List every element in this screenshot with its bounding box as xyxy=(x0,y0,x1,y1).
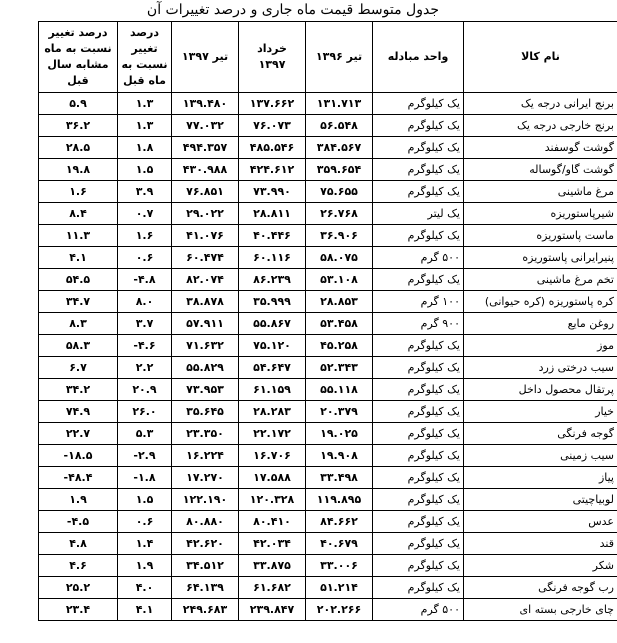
monthly-change: ۳.۹ xyxy=(118,181,172,203)
price-tir97: ۶۰.۴۷۴ xyxy=(172,247,239,269)
price-tir97: ۷۶.۸۵۱ xyxy=(172,181,239,203)
product-name: پنیرایرانی پاستوریزه xyxy=(464,247,617,269)
unit-cell: یک لیتر xyxy=(373,203,464,225)
price-khordad97: ۵۴.۶۴۷ xyxy=(239,357,306,379)
price-khordad97: ۵۵.۸۶۷ xyxy=(239,313,306,335)
price-khordad97: ۸۰.۴۱۰ xyxy=(239,511,306,533)
price-tir97: ۱۲۲.۱۹۰ xyxy=(172,489,239,511)
unit-cell: یک کیلوگرم xyxy=(373,115,464,137)
price-tir96: ۱۹.۹۰۸ xyxy=(306,445,373,467)
unit-cell: یک کیلوگرم xyxy=(373,159,464,181)
table-title: جدول متوسط قیمت ماه جاری و درصد تغییرات آن xyxy=(146,2,439,18)
unit-cell: یک کیلوگرم xyxy=(373,357,464,379)
price-tir97: ۴۹۴.۳۵۷ xyxy=(172,137,239,159)
product-name: روغن مایع xyxy=(464,313,617,335)
price-tir96: ۵۸.۰۷۵ xyxy=(306,247,373,269)
product-name: لوبیاچیتی xyxy=(464,489,617,511)
product-name: سیب درختی زرد xyxy=(464,357,617,379)
yearly-change: ۴.۶ xyxy=(39,555,118,577)
price-tir97: ۶۴.۱۳۹ xyxy=(172,577,239,599)
monthly-change: ۵.۳ xyxy=(118,423,172,445)
yearly-change: ۲۳.۴ xyxy=(39,599,118,621)
product-name: برنج ایرانی درجه یک xyxy=(464,93,617,115)
yearly-change: ۳۴.۲ xyxy=(39,379,118,401)
unit-cell: ۵۰۰ گرم xyxy=(373,247,464,269)
price-tir97: ۸۰.۸۸۰ xyxy=(172,511,239,533)
monthly-change: ۸.۰ xyxy=(118,291,172,313)
yearly-change: ۴.۸ xyxy=(39,533,118,555)
unit-cell: ۱۰۰ گرم xyxy=(373,291,464,313)
unit-cell: یک کیلوگرم xyxy=(373,577,464,599)
price-tir97: ۴۳۰.۹۸۸ xyxy=(172,159,239,181)
price-tir97: ۳۵.۶۴۵ xyxy=(172,401,239,423)
price-khordad97: ۴۲.۰۳۴ xyxy=(239,533,306,555)
unit-cell: یک کیلوگرم xyxy=(373,489,464,511)
price-tir97: ۸۲.۰۷۴ xyxy=(172,269,239,291)
monthly-change: ۱.۳ xyxy=(118,115,172,137)
product-name: خیار xyxy=(464,401,617,423)
monthly-change: -۴.۸ xyxy=(118,269,172,291)
price-tir96: ۷۵.۶۵۵ xyxy=(306,181,373,203)
product-name: چای خارجی بسته ای xyxy=(464,599,617,621)
price-tir96: ۵۱.۲۱۴ xyxy=(306,577,373,599)
yearly-change: ۳۶.۲ xyxy=(39,115,118,137)
yearly-change: -۴۸.۴ xyxy=(39,467,118,489)
table-row xyxy=(39,489,617,511)
table-row xyxy=(39,511,617,533)
price-khordad97: ۶۱.۶۸۲ xyxy=(239,577,306,599)
table-row xyxy=(39,335,617,357)
price-tir96: ۴۰.۶۷۹ xyxy=(306,533,373,555)
price-khordad97: ۱۳۷.۶۶۲ xyxy=(239,93,306,115)
table-row xyxy=(39,467,617,489)
product-name: عدس xyxy=(464,511,617,533)
yearly-change: ۴.۱ xyxy=(39,247,118,269)
unit-cell: یک کیلوگرم xyxy=(373,555,464,577)
yearly-change: ۲۲.۷ xyxy=(39,423,118,445)
table-row xyxy=(39,445,617,467)
unit-cell: ۵۰۰ گرم xyxy=(373,599,464,621)
product-name: قند xyxy=(464,533,617,555)
table-row xyxy=(39,203,617,225)
product-name: موز xyxy=(464,335,617,357)
price-khordad97: ۷۵.۱۲۰ xyxy=(239,335,306,357)
price-tir97: ۷۳.۹۵۳ xyxy=(172,379,239,401)
unit-cell: یک کیلوگرم xyxy=(373,93,464,115)
product-name: گوشت گوسفند xyxy=(464,137,617,159)
price-tir96: ۴۵.۲۵۸ xyxy=(306,335,373,357)
unit-cell: یک کیلوگرم xyxy=(373,225,464,247)
price-khordad97: ۴۰.۴۴۶ xyxy=(239,225,306,247)
monthly-change: -۲.۹ xyxy=(118,445,172,467)
price-khordad97: ۲۳۹.۸۴۷ xyxy=(239,599,306,621)
unit-cell: یک کیلوگرم xyxy=(373,423,464,445)
price-khordad97: ۷۳.۹۹۰ xyxy=(239,181,306,203)
price-tir96: ۲۰.۳۷۹ xyxy=(306,401,373,423)
monthly-change: -۴.۶ xyxy=(118,335,172,357)
price-tir97: ۴۱.۰۷۶ xyxy=(172,225,239,247)
price-tir96: ۳۸۴.۵۶۷ xyxy=(306,137,373,159)
price-khordad97: ۲۲.۱۷۲ xyxy=(239,423,306,445)
table-row xyxy=(39,181,617,203)
product-name: شیرپاستوریزه xyxy=(464,203,617,225)
table-row xyxy=(39,313,617,335)
unit-cell: یک کیلوگرم xyxy=(373,533,464,555)
price-tir96: ۲۶.۷۶۸ xyxy=(306,203,373,225)
monthly-change: ۲.۲ xyxy=(118,357,172,379)
monthly-change: ۴.۰ xyxy=(118,577,172,599)
yearly-change: ۱.۶ xyxy=(39,181,118,203)
header-unit: واحد مبادله xyxy=(373,22,464,93)
table-row xyxy=(39,401,617,423)
price-tir96: ۲۰۲.۲۶۶ xyxy=(306,599,373,621)
table-row xyxy=(39,291,617,313)
price-tir97: ۷۱.۶۳۲ xyxy=(172,335,239,357)
product-name: گوشت گاو/گوساله xyxy=(464,159,617,181)
price-khordad97: ۱۶.۷۰۶ xyxy=(239,445,306,467)
table-row xyxy=(39,137,617,159)
table-row xyxy=(39,379,617,401)
price-tir97: ۲۴۹.۶۸۳ xyxy=(172,599,239,621)
price-tir96: ۵۶.۵۴۸ xyxy=(306,115,373,137)
price-tir96: ۵۳.۱۰۸ xyxy=(306,269,373,291)
unit-cell: یک کیلوگرم xyxy=(373,445,464,467)
price-tir97: ۷۷.۰۳۲ xyxy=(172,115,239,137)
unit-cell: یک کیلوگرم xyxy=(373,401,464,423)
monthly-change: ۱.۸ xyxy=(118,137,172,159)
unit-cell: یک کیلوگرم xyxy=(373,335,464,357)
price-tir96: ۳۳.۴۹۸ xyxy=(306,467,373,489)
header-name: نام کالا xyxy=(464,22,617,93)
unit-cell: یک کیلوگرم xyxy=(373,181,464,203)
yearly-change: ۲۸.۵ xyxy=(39,137,118,159)
product-name: رب گوجه فرنگی xyxy=(464,577,617,599)
header-yearly-change: درصد تغییر نسبت به ماه مشابه سال قبل xyxy=(39,22,118,93)
monthly-change: ۱.۶ xyxy=(118,225,172,247)
price-khordad97: ۲۸.۸۱۱ xyxy=(239,203,306,225)
price-tir96: ۳۳.۰۰۶ xyxy=(306,555,373,577)
monthly-change: ۱.۵ xyxy=(118,159,172,181)
table-row xyxy=(39,577,617,599)
price-khordad97: ۱۲۰.۳۲۸ xyxy=(239,489,306,511)
product-name: مرغ ماشینی xyxy=(464,181,617,203)
yearly-change: ۵۸.۳ xyxy=(39,335,118,357)
price-tir97: ۲۳.۳۵۰ xyxy=(172,423,239,445)
monthly-change: ۱.۴ xyxy=(118,533,172,555)
yearly-change: ۱۱.۳ xyxy=(39,225,118,247)
monthly-change: ۱.۵ xyxy=(118,489,172,511)
price-tir97: ۱۷.۲۷۰ xyxy=(172,467,239,489)
unit-cell: یک کیلوگرم xyxy=(373,379,464,401)
monthly-change: -۱.۸ xyxy=(118,467,172,489)
table-body xyxy=(39,93,617,621)
header-khordad97: خرداد ۱۳۹۷ xyxy=(239,22,306,93)
monthly-change: ۳.۷ xyxy=(118,313,172,335)
unit-cell: یک کیلوگرم xyxy=(373,467,464,489)
price-khordad97: ۴۸۵.۵۴۶ xyxy=(239,137,306,159)
price-khordad97: ۲۸.۲۸۳ xyxy=(239,401,306,423)
price-khordad97: ۶۰.۱۱۶ xyxy=(239,247,306,269)
unit-cell: یک کیلوگرم xyxy=(373,269,464,291)
price-table xyxy=(38,21,617,621)
price-tir97: ۱۳۹.۴۸۰ xyxy=(172,93,239,115)
table-row xyxy=(39,357,617,379)
price-tir97: ۵۷.۹۱۱ xyxy=(172,313,239,335)
yearly-change: ۱۹.۸ xyxy=(39,159,118,181)
product-name: گوجه فرنگی xyxy=(464,423,617,445)
price-khordad97: ۳۳.۸۷۵ xyxy=(239,555,306,577)
table-row xyxy=(39,599,617,621)
price-tir96: ۱۳۱.۷۱۳ xyxy=(306,93,373,115)
price-tir97: ۲۹.۰۲۲ xyxy=(172,203,239,225)
price-khordad97: ۴۲۴.۶۱۲ xyxy=(239,159,306,181)
yearly-change: ۵۴.۵ xyxy=(39,269,118,291)
monthly-change: ۱.۳ xyxy=(118,93,172,115)
price-khordad97: ۱۷.۵۸۸ xyxy=(239,467,306,489)
yearly-change: ۸.۴ xyxy=(39,203,118,225)
price-tir97: ۳۴.۵۱۲ xyxy=(172,555,239,577)
product-name: ماست پاستوریزه xyxy=(464,225,617,247)
yearly-change: ۲۵.۲ xyxy=(39,577,118,599)
table-row xyxy=(39,533,617,555)
unit-cell: ۹۰۰ گرم xyxy=(373,313,464,335)
header-tir97: تیر ۱۳۹۷ xyxy=(172,22,239,93)
price-tir96: ۳۵۹.۶۵۴ xyxy=(306,159,373,181)
table-row xyxy=(39,423,617,445)
monthly-change: ۲۶.۰ xyxy=(118,401,172,423)
monthly-change: ۰.۷ xyxy=(118,203,172,225)
table-row xyxy=(39,269,617,291)
price-tir96: ۱۹.۰۲۵ xyxy=(306,423,373,445)
product-name: پیاز xyxy=(464,467,617,489)
table-row xyxy=(39,115,617,137)
monthly-change: ۲۰.۹ xyxy=(118,379,172,401)
header-monthly-change: درصد تغییر نسبت به ماه قبل xyxy=(118,22,172,93)
header-row xyxy=(39,22,617,93)
product-name: برنج خارجی درجه یک xyxy=(464,115,617,137)
price-khordad97: ۷۶.۰۷۳ xyxy=(239,115,306,137)
product-name: پرتقال محصول داخل xyxy=(464,379,617,401)
price-tir97: ۱۶.۲۲۴ xyxy=(172,445,239,467)
product-name: شکر xyxy=(464,555,617,577)
table-row xyxy=(39,225,617,247)
price-tir96: ۱۱۹.۸۹۵ xyxy=(306,489,373,511)
price-khordad97: ۸۶.۲۳۹ xyxy=(239,269,306,291)
table-row xyxy=(39,93,617,115)
yearly-change: ۱.۹ xyxy=(39,489,118,511)
price-tir96: ۲۸.۸۵۳ xyxy=(306,291,373,313)
yearly-change: -۴.۵ xyxy=(39,511,118,533)
unit-cell: یک کیلوگرم xyxy=(373,137,464,159)
table-row xyxy=(39,159,617,181)
price-tir97: ۵۵.۸۲۹ xyxy=(172,357,239,379)
product-name: تخم مرغ ماشینی xyxy=(464,269,617,291)
price-tir96: ۵۲.۳۴۳ xyxy=(306,357,373,379)
monthly-change: ۱.۹ xyxy=(118,555,172,577)
product-name: کره پاستوریزه (کره حیوانی) xyxy=(464,291,617,313)
price-tir96: ۸۴.۶۶۲ xyxy=(306,511,373,533)
product-name: سیب زمینی xyxy=(464,445,617,467)
price-khordad97: ۳۵.۹۹۹ xyxy=(239,291,306,313)
unit-cell: یک کیلوگرم xyxy=(373,511,464,533)
monthly-change: ۰.۶ xyxy=(118,247,172,269)
yearly-change: ۶.۷ xyxy=(39,357,118,379)
price-tir96: ۵۵.۱۱۸ xyxy=(306,379,373,401)
monthly-change: ۴.۱ xyxy=(118,599,172,621)
header-tir96: تیر ۱۳۹۶ xyxy=(306,22,373,93)
yearly-change: ۸.۳ xyxy=(39,313,118,335)
price-tir97: ۴۲.۶۲۰ xyxy=(172,533,239,555)
price-tir96: ۳۶.۹۰۶ xyxy=(306,225,373,247)
table-row xyxy=(39,555,617,577)
yearly-change: -۱۸.۵ xyxy=(39,445,118,467)
price-tir96: ۵۳.۴۵۸ xyxy=(306,313,373,335)
monthly-change: ۰.۶ xyxy=(118,511,172,533)
table-row xyxy=(39,247,617,269)
yearly-change: ۵.۹ xyxy=(39,93,118,115)
yearly-change: ۳۴.۷ xyxy=(39,291,118,313)
yearly-change: ۷۴.۹ xyxy=(39,401,118,423)
price-khordad97: ۶۱.۱۵۹ xyxy=(239,379,306,401)
price-tir97: ۳۸.۸۷۸ xyxy=(172,291,239,313)
